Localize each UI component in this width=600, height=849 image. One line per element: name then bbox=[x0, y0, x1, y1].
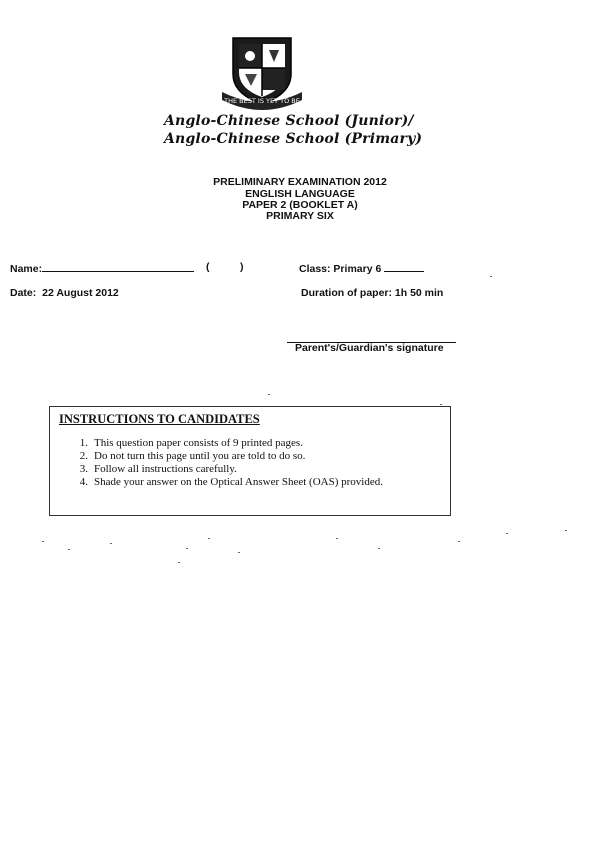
register-number-open-paren: ( bbox=[206, 261, 210, 273]
instruction-item: 1. This question paper consists of 9 printed pages. bbox=[79, 437, 303, 449]
scan-speck bbox=[440, 404, 442, 405]
instruction-item: 3. Follow all instructions carefully. bbox=[79, 463, 237, 475]
date-field bbox=[10, 287, 119, 299]
scan-speck bbox=[336, 538, 338, 539]
exam-title: PRELIMINARY EXAMINATION 2012 bbox=[213, 176, 387, 188]
scan-speck bbox=[208, 538, 210, 539]
scan-speck bbox=[378, 548, 380, 549]
date-value: 22 August 2012 bbox=[42, 287, 119, 299]
name-blank bbox=[42, 261, 194, 272]
crest-motto: THE BEST IS YET TO BE bbox=[224, 97, 300, 105]
duration-text: Duration of paper: 1h 50 min bbox=[301, 287, 444, 299]
class-field bbox=[299, 261, 424, 275]
school-name-junior: Anglo-Chinese School (Junior)/ bbox=[164, 113, 414, 129]
exam-level: PRIMARY SIX bbox=[266, 210, 334, 222]
school-name-primary: Anglo-Chinese School (Primary) bbox=[164, 131, 423, 147]
instructions-box bbox=[49, 406, 451, 516]
register-number-close-paren: ) bbox=[240, 261, 244, 273]
scan-speck bbox=[565, 530, 567, 531]
scan-speck bbox=[68, 549, 70, 550]
exam-subject: ENGLISH LANGUAGE bbox=[245, 188, 355, 200]
scan-speck bbox=[42, 541, 44, 542]
instructions-title: INSTRUCTIONS TO CANDIDATES bbox=[59, 412, 260, 426]
instructions-list bbox=[70, 437, 383, 489]
instruction-item: 4. Shade your answer on the Optical Answer Sheet (OAS) provided. bbox=[79, 476, 383, 488]
date-label: Date: bbox=[10, 287, 37, 299]
school-crest-logo bbox=[219, 32, 305, 110]
name-field bbox=[10, 261, 194, 275]
class-blank bbox=[384, 261, 424, 272]
scan-speck bbox=[178, 562, 180, 563]
scan-speck bbox=[506, 533, 508, 534]
scan-speck bbox=[110, 543, 112, 544]
scan-speck bbox=[238, 552, 240, 553]
instruction-item: 2. Do not turn this page until you are told to do so. bbox=[79, 450, 306, 462]
exam-paper: PAPER 2 (BOOKLET A) bbox=[242, 199, 358, 211]
scan-speck bbox=[490, 276, 492, 277]
scan-speck bbox=[268, 394, 270, 395]
name-label: Name: bbox=[10, 263, 43, 275]
signature-label: Parent's/Guardian's signature bbox=[295, 342, 444, 354]
scan-speck bbox=[458, 541, 460, 542]
class-label: Class: Primary 6 bbox=[299, 263, 382, 275]
scan-speck bbox=[186, 548, 188, 549]
